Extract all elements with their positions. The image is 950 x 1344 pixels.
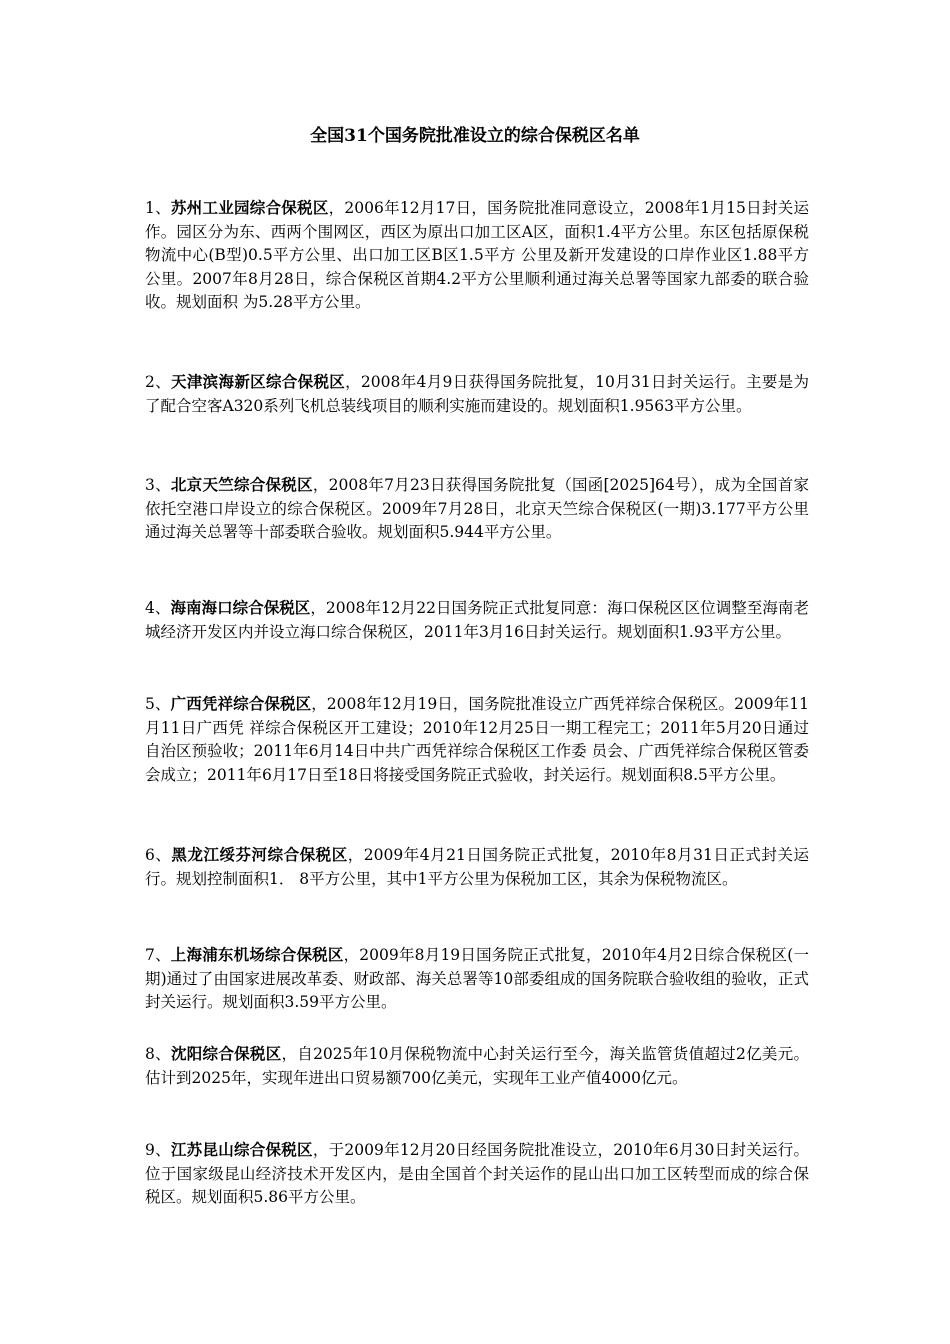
entry-zone-name: 天津滨海新区综合保税区 bbox=[171, 372, 346, 391]
entry-number: 6、 bbox=[145, 846, 172, 864]
entry-number: 5、 bbox=[145, 695, 171, 713]
entry-description: ，2008年12月22日国务院正式批复同意：海口保税区区位调整至海南老城经济开发区内并设立海口综合保税区，2011年3月16日封关运行。规划面积1.93平方公里。 bbox=[145, 599, 809, 641]
entry-pudong-airport bbox=[145, 943, 809, 1015]
entry-description: ，自2025年10月保税物流中心封关运行至今，海关监管货值超过2亿美元。估计到2025年，实现年进出口贸易额700亿美元，实现年工业产值4000亿元。 bbox=[145, 1045, 809, 1087]
entry-suifenhe bbox=[145, 843, 809, 891]
entry-zone-name: 广西凭祥综合保税区 bbox=[170, 694, 312, 713]
entry-number: 7、 bbox=[145, 946, 171, 964]
entry-zone-name: 江苏昆山综合保税区 bbox=[170, 1140, 313, 1159]
entry-zone-name: 苏州工业园综合保税区 bbox=[170, 198, 329, 217]
entry-zone-name: 沈阳综合保税区 bbox=[170, 1044, 282, 1063]
entry-zone-name: 海南海口综合保税区 bbox=[170, 598, 311, 617]
entry-number: 3、 bbox=[145, 476, 171, 494]
entry-description: ，2009年4月21日国务院正式批复，2010年8月31日正式封关运行。规划控制面积1． 8平方公里，其中1平方公里为保税加工区，其余为保税物流区。 bbox=[145, 846, 809, 888]
entry-beijing bbox=[145, 473, 809, 545]
entry-number: 9、 bbox=[145, 1141, 171, 1159]
entry-description: ，2008年7月23日获得国务院批复（国函[2025]64号），成为全国首家依托空港口岸设立的综合保税区。2009年7月28日，北京天竺综合保税区(一期)3.177平方公里通过海关总署等十部委联合验收。规划面积5.944平方公里。 bbox=[145, 476, 809, 541]
entry-description: ，2009年8月19日国务院正式批复，2010年4月2日综合保税区(一期)通过了由国家进展改革委、财政部、海关总署等10部委组成的国务院联合验收组的验收，正式封关运行。规划面积3.59平方公里。 bbox=[145, 946, 809, 1011]
entry-number: 2、 bbox=[145, 373, 172, 391]
entry-tianjin bbox=[145, 370, 809, 418]
document-title: 全国31个国务院批准设立的综合保税区名单 bbox=[310, 126, 640, 146]
entry-pingxiang bbox=[145, 692, 809, 787]
entry-zone-name: 上海浦东机场综合保税区 bbox=[170, 945, 344, 964]
entry-number: 1、 bbox=[145, 199, 171, 217]
entry-suzhou bbox=[145, 196, 809, 315]
entry-description: ，2006年12月17日，国务院批准同意设立，2008年1月15日封关运 作。园区分为东、西两个围网区，西区为原出口加工区A区，面积1.4平方公里。东区包括原保税物流中心(B型)0.5平方公里、出口加工区B区1.5平方 公里及新开发建设的口岸作业区1.88平方公里。2007年8月28日，综合保税区首期4.2平方公里顺利通过海关总署等国家九部委的联合验收。规划面积 为5.28平方公里。 bbox=[145, 199, 809, 311]
entry-shenyang bbox=[145, 1042, 809, 1090]
entry-number: 4、 bbox=[145, 599, 171, 617]
entry-zone-name: 黑龙江绥芬河综合保税区 bbox=[171, 845, 348, 864]
entry-haikou bbox=[145, 596, 809, 644]
entry-zone-name: 北京天竺综合保税区 bbox=[170, 475, 313, 494]
entry-number: 8、 bbox=[145, 1045, 171, 1063]
entry-description: ，2008年4月9日获得国务院批复，10月31日封关运行。主要是为了配合空客A320系列飞机总装线项目的顺利实施而建设的。规划面积1.9563平方公里。 bbox=[145, 373, 809, 415]
entry-kunshan bbox=[145, 1138, 809, 1210]
entry-description: ，2008年12月19日，国务院批准设立广西凭祥综合保税区。2009年11月11日广西凭 祥综合保税区开工建设；2010年12月25日一期工程完工；2011年5月20日通过自治区预验收；2011年6月14日中共广西凭祥综合保税区工作委 员会、广西凭祥综合保税区管委会成立；2011年6月17日至18日将接受国务院正式验收，封关运行。规划面积8.5平方公里。 bbox=[145, 695, 809, 784]
entry-description: ，于2009年12月20日经国务院批准设立，2010年6月30日封关运行。位于国家级昆山经济技术开发区内，是由全国首个封关运作的昆山出口加工区转型而成的综合保税区。规划面积5.86平方公里。 bbox=[145, 1141, 809, 1206]
